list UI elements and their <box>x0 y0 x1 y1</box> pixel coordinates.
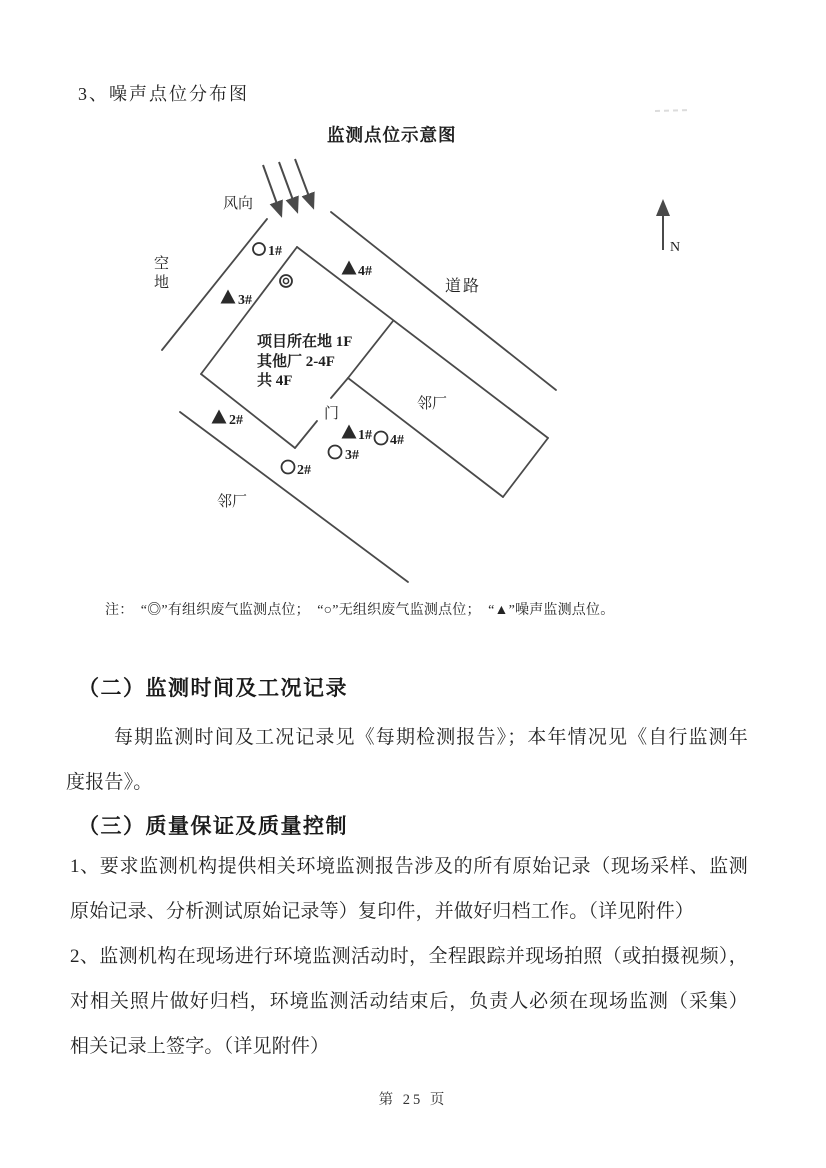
paragraph-line: 每期监测时间及工况记录见《每期检测报告》；本年情况见《自行监测年 <box>114 727 748 748</box>
gate-label: 门 <box>324 406 340 422</box>
diagram-legend-note: 注： “◎”有组织废气监测点位； “○”无组织废气监测点位； “▲”噪声监测点位。 <box>105 603 615 618</box>
noise-point-1-label: 1# <box>358 428 372 443</box>
vacant-land-label: 空 <box>154 256 170 272</box>
gas-point-3-icon <box>329 446 342 459</box>
paragraph-line: 原始记录、分析测试原始记录等）复印件，并做好归档工作。（详见附件） <box>70 901 695 922</box>
gas-point-1-icon <box>253 243 265 255</box>
noise-point-1-icon <box>342 425 357 439</box>
paragraph-line: 相关记录上签字。（详见附件） <box>70 1036 330 1057</box>
gas-point-4-label: 4# <box>390 433 404 448</box>
noise-point-3-label: 3# <box>238 293 252 308</box>
neighbor-building-outline <box>348 321 548 497</box>
noise-point-2-icon <box>212 410 227 424</box>
neighbor-right-label: 邻厂 <box>417 396 448 412</box>
vacant-land-label: 地 <box>154 275 170 291</box>
section-2-heading: （二）监测时间及工况记录 <box>78 677 348 700</box>
paragraph-line: 1、要求监测机构提供相关环境监测报告涉及的所有原始记录（现场采样、监测 <box>70 856 748 877</box>
wind-direction-label: 风向 <box>223 196 254 212</box>
gas-point-4-icon <box>375 432 388 445</box>
road-upper-line <box>331 212 556 390</box>
organized-gas-point-icon <box>280 275 292 287</box>
noise-point-3-icon <box>221 290 236 304</box>
diagram-title: 监测点位示意图 <box>327 125 457 145</box>
scan-artifact <box>655 110 690 111</box>
paragraph-line: 2、监测机构在现场进行环境监测活动时，全程跟踪并现场拍照（或拍摄视频）， <box>70 946 748 967</box>
noise-point-4-icon <box>342 261 357 275</box>
road-label: 道路 <box>445 278 482 295</box>
left-boundary-line <box>162 219 267 350</box>
wind-arrows-icon <box>263 159 313 215</box>
neighbor-bottom-label: 邻厂 <box>217 494 248 510</box>
building-floors-line1: 项目所在地 1F <box>257 334 353 350</box>
gas-point-2-icon <box>282 461 295 474</box>
page-heading: 3、噪声点位分布图 <box>78 84 249 104</box>
section-3-heading: （三）质量保证及质量控制 <box>78 815 348 838</box>
north-label: N <box>670 240 681 255</box>
page-number: 第 25 页 <box>378 1092 448 1108</box>
noise-point-2-label: 2# <box>229 413 243 428</box>
paragraph-line: 度报告》。 <box>66 772 153 793</box>
gas-point-3-label: 3# <box>345 448 359 463</box>
building-floors-line3: 共 4F <box>257 373 293 389</box>
gas-point-2-label: 2# <box>297 463 311 478</box>
paragraph-line: 对相关照片做好归档，环境监测活动结束后，负责人必须在现场监测（采集） <box>70 991 748 1012</box>
building-floors-line2: 其他厂 2-4F <box>257 354 335 370</box>
gas-point-1-label: 1# <box>268 244 282 259</box>
noise-point-4-label: 4# <box>358 264 372 279</box>
